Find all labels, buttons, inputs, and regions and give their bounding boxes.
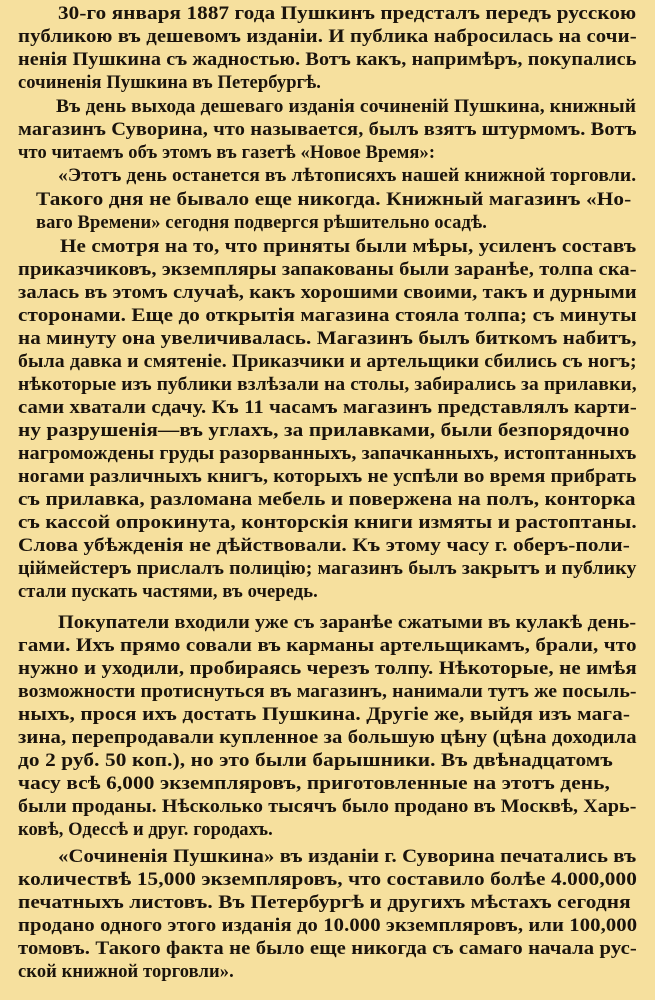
text-line-content: гами. Ихъ прямо совали въ карманы артельщикамъ, брали, что (18, 636, 637, 656)
text-line-content: возможности протиснуться въ магазинъ, нанимали тутъ же посыль- (18, 682, 637, 702)
text-line (56, 96, 637, 119)
text-line (18, 49, 637, 72)
text-line (18, 397, 637, 420)
text-line-content: съ кассой опрокинута, конторскія книги измяты и растоптаны. (18, 513, 637, 533)
text-line-content: сочиненія Пушкина въ Петербургѣ. (18, 73, 322, 93)
text-line-content: количествѣ 15,000 экземпляровъ, что составило болѣе 4.000,000 (18, 870, 638, 890)
text-line (18, 915, 638, 938)
text-line (18, 351, 637, 374)
text-line-content: Не смотря на то, что приняты были мѣры, усиленъ составъ (60, 237, 637, 257)
text-line-content: ногами различныхъ книгъ, которыхъ не успѣли во время прибрать (18, 467, 637, 487)
text-line (18, 704, 631, 727)
text-line-content: до 2 руб. 50 коп.), но это были барышники. Въ двѣнадцатомъ (18, 751, 613, 771)
text-line-content: Такого дня не бывало еще никогда. Книжный магазинъ «Но- (36, 190, 632, 210)
text-line-content: приказчиковъ, экземпляры запакованы были заранѣе, толпа ска- (18, 260, 637, 280)
text-line-content: 30-го января 1887 года Пушкинъ предсталъ передъ русскою (58, 4, 637, 24)
text-line (18, 938, 637, 961)
text-line-content: «Этотъ день останется въ лѣтописяхъ нашей книжной торговли. (58, 166, 637, 186)
text-line (18, 558, 637, 581)
text-line (60, 236, 637, 259)
text-line (18, 658, 637, 681)
text-line (36, 189, 632, 212)
text-line (18, 681, 637, 704)
text-line-content: нагромождены груды разорванныхъ, запачканныхъ, истоптанныхъ (18, 444, 637, 464)
text-line-content: Слова убѣжденія не дѣйствовали. Къ этому часу г. оберъ-поли- (18, 536, 630, 556)
text-line-content: сами хватали сдачу. Къ 11 часамъ магазинъ представлялъ карти- (18, 398, 637, 418)
text-line (18, 72, 321, 95)
text-line (18, 420, 630, 443)
text-line-content: продано одного этого изданія до 10.000 экземпляровъ, или 100,000 (18, 916, 638, 936)
text-line (18, 305, 637, 328)
text-line (58, 3, 637, 26)
text-line (18, 961, 234, 984)
text-line-content: ціймейстеръ прислалъ полицію; магазинъ былъ закрытъ и публику (18, 559, 637, 579)
text-line (18, 773, 610, 796)
text-line (18, 466, 637, 489)
text-line (18, 443, 637, 466)
text-line-content: Въ день выхода дешеваго изданія сочиненій Пушкина, книжный (56, 97, 637, 117)
text-line (18, 892, 631, 915)
text-line-content: томовъ. Такого факта не было еще никогда съ самаго начала рус- (18, 939, 637, 959)
text-line (58, 846, 637, 869)
text-line (18, 119, 637, 142)
text-line (18, 581, 318, 604)
text-line-content: съ прилавка, разломана мебель и повержена на полъ, конторка (18, 490, 636, 510)
text-line-content: ну разрушенія—въ углахъ, за прилавками, были безпорядочно (18, 421, 630, 441)
text-line (58, 165, 637, 188)
text-line (18, 26, 637, 49)
text-line (36, 212, 487, 235)
text-line (18, 328, 637, 351)
text-line-content: нѣкоторые изъ публики взлѣзали на столы, забирались за прилавки, (18, 375, 637, 395)
text-line (18, 750, 613, 773)
text-line-content: залась въ этомъ случаѣ, какъ хорошими своими, такъ и дурными (18, 283, 637, 303)
text-line (18, 374, 637, 397)
text-line (18, 489, 636, 512)
text-line-content: стали пускать частями, въ очередь. (18, 582, 318, 602)
text-line (18, 727, 637, 750)
text-line (18, 819, 273, 842)
text-line (18, 869, 638, 892)
text-line (18, 142, 435, 165)
text-line-content: «Сочиненія Пушкина» въ изданіи г. Суворина печатались въ (58, 847, 637, 867)
text-line (18, 282, 637, 305)
text-line (18, 535, 630, 558)
text-line-content: часу всѣ 6,000 экземпляровъ, приготовленные на этотъ день, (18, 774, 610, 794)
text-line (18, 512, 637, 535)
text-line (18, 259, 637, 282)
text-line-content: ской книжной торговли». (18, 962, 234, 982)
text-line-content: были проданы. Нѣсколько тысячъ было продано въ Москвѣ, Харь- (18, 797, 637, 817)
text-line-content: сторонами. Еще до открытія магазина стояла толпа; съ минуты (18, 306, 637, 326)
text-line (58, 612, 637, 635)
text-line-content: была давка и смятеніе. Приказчики и артельщики сбились съ ногъ; (18, 352, 637, 372)
text-line-content: зина, перепродавали купленное за большую цѣну (цѣна доходила (18, 728, 637, 748)
text-line-content: ненія Пушкина съ жадностью. Вотъ какъ, напримѣръ, покупались (18, 50, 637, 70)
text-line (18, 635, 637, 658)
text-line-content: магазинъ Суворина, что называется, былъ взятъ штурмомъ. Вотъ (18, 120, 637, 140)
text-line-content: на минуту она увеличивалась. Магазинъ былъ биткомъ набитъ, (18, 329, 637, 349)
text-line (18, 796, 637, 819)
text-line-content: Покупатели входили уже съ заранѣе сжатыми въ кулакѣ день- (58, 613, 637, 633)
text-line-content: что читаемъ объ этомъ въ газетѣ «Новое Время»: (18, 143, 436, 163)
text-line-content: ваго Времени» сегодня подвергся рѣшительно осадѣ. (36, 213, 487, 233)
text-line-content: ковѣ, Одессѣ и друг. городахъ. (18, 820, 273, 840)
text-line-content: печатныхъ листовъ. Въ Петербургѣ и другихъ мѣстахъ сегодня (18, 893, 631, 913)
text-line-content: публикою въ дешевомъ изданіи. И публика набросилась на сочи- (18, 27, 637, 47)
text-line-content: ныхъ, прося ихъ достать Пушкина. Другіе же, выйдя изъ мага- (18, 705, 631, 725)
text-line-content: нужно и уходили, пробираясь черезъ толпу. Нѣкоторые, не имѣя (18, 659, 637, 679)
